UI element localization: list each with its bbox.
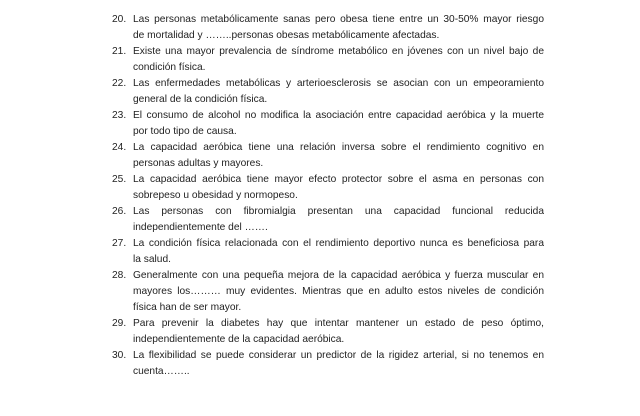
item-text-line: La condición física relacionada con el rendimiento deportivo nunca es beneficiosa para bbox=[133, 238, 544, 249]
item-text bbox=[133, 108, 544, 140]
item-text-line: Generalmente con una pequeña mejora de la capacidad aeróbica y fuerza muscular en bbox=[133, 270, 544, 281]
numbered-statement-list bbox=[112, 12, 544, 380]
item-text-line: La flexibilidad se puede considerar un predictor de la rigidez arterial, si no tenemos en bbox=[133, 350, 544, 361]
item-number: 30. bbox=[112, 350, 127, 361]
list-item bbox=[112, 348, 544, 380]
item-text bbox=[133, 316, 544, 348]
item-text-line: física han de ser mayor. bbox=[133, 302, 242, 313]
item-number: 25. bbox=[112, 174, 127, 185]
item-number: 27. bbox=[112, 238, 127, 249]
item-number: 29. bbox=[112, 318, 127, 329]
item-text-line: condición física. bbox=[133, 62, 206, 73]
item-text-line: La capacidad aeróbica tiene mayor efecto protector sobre el asma en personas con bbox=[133, 174, 544, 185]
item-text-line: Las enfermedades metabólicas y arterioesclerosis se asocian con un empeoramiento bbox=[133, 78, 544, 89]
list-item bbox=[112, 44, 544, 76]
list-item bbox=[112, 236, 544, 268]
item-text-line: sobrepeso u obesidad y normopeso. bbox=[133, 190, 298, 201]
item-text-line: de mortalidad y ……..personas obesas metabólicamente afectadas. bbox=[133, 30, 440, 41]
item-number: 24. bbox=[112, 142, 127, 153]
item-text bbox=[133, 236, 544, 268]
item-number: 26. bbox=[112, 206, 127, 217]
list-item bbox=[112, 204, 544, 236]
list-item bbox=[112, 108, 544, 140]
list-item bbox=[112, 12, 544, 44]
item-text bbox=[133, 44, 544, 76]
list-item bbox=[112, 76, 544, 108]
item-text-line: Las personas metabólicamente sanas pero obesa tiene entre un 30-50% mayor riesgo bbox=[133, 14, 544, 25]
list-item bbox=[112, 268, 544, 316]
item-text-line: La capacidad aeróbica tiene una relación inversa sobre el rendimiento cognitivo en bbox=[133, 142, 544, 153]
item-text bbox=[133, 348, 544, 380]
item-text-line: cuenta…….. bbox=[133, 366, 190, 377]
item-number: 28. bbox=[112, 270, 127, 281]
item-text-line: Las personas con fibromialgia presentan una capacidad funcional reducida bbox=[133, 206, 544, 217]
item-text bbox=[133, 76, 544, 108]
item-text-line: personas adultas y mayores. bbox=[133, 158, 264, 169]
item-number: 23. bbox=[112, 110, 127, 121]
item-text-line: mayores los……… muy evidentes. Mientras que en adulto estos niveles de condición bbox=[133, 286, 544, 297]
item-text bbox=[133, 140, 544, 172]
item-text-line: Existe una mayor prevalencia de síndrome metabólico en jóvenes con un nivel bajo de bbox=[133, 46, 544, 57]
item-text-line: la salud. bbox=[133, 254, 171, 265]
item-text bbox=[133, 204, 544, 236]
item-text-line: Para prevenir la diabetes hay que intentar mantener un estado de peso óptimo, bbox=[133, 318, 544, 329]
item-text bbox=[133, 268, 544, 316]
item-text-line: general de la condición física. bbox=[133, 94, 268, 105]
item-text-line: por todo tipo de causa. bbox=[133, 126, 237, 137]
item-text bbox=[133, 172, 544, 204]
item-text-line: El consumo de alcohol no modifica la asociación entre capacidad aeróbica y la muerte bbox=[133, 110, 544, 121]
list-item bbox=[112, 172, 544, 204]
item-number: 21. bbox=[112, 46, 127, 57]
item-number: 20. bbox=[112, 14, 127, 25]
item-text bbox=[133, 12, 544, 44]
item-number: 22. bbox=[112, 78, 127, 89]
list-item bbox=[112, 140, 544, 172]
item-text-line: independientemente del ……. bbox=[133, 222, 268, 233]
item-text-line: independientemente de la capacidad aeróbica. bbox=[133, 334, 345, 345]
list-item bbox=[112, 316, 544, 348]
